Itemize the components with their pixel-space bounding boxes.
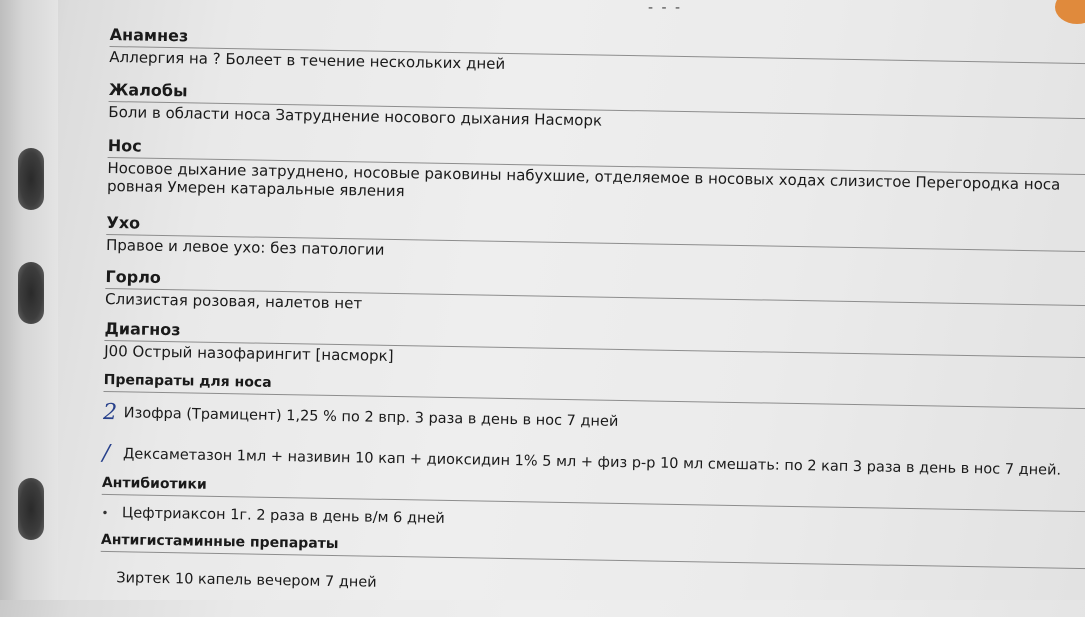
section-nos xyxy=(107,136,1085,212)
section-title: Препараты для носа xyxy=(103,371,272,391)
section-diagnoz xyxy=(104,319,1085,377)
prescription-izofra xyxy=(102,399,619,432)
section-title: Ухо xyxy=(106,212,141,233)
prescription-zirtek xyxy=(116,568,377,593)
prescription-text: Зиртек 10 капель вечером 7 дней xyxy=(116,570,377,591)
prescription-text: Цефтриаксон 1г. 2 раза в день в/м 6 дней xyxy=(121,505,445,527)
section-preparaty-nos xyxy=(104,370,1085,409)
section-text: Правое и левое ухо: без патологии xyxy=(105,235,385,259)
section-antigistaminnye xyxy=(101,530,1085,569)
prescription-text: Дексаметазон 1мл + називин 10 кап + диоксидин 1% 5 мл + физ р-р 10 мл смешать: по 2 кап 3 раза в день в нос 7 дней. xyxy=(122,446,1062,479)
section-title: Антигистаминные препараты xyxy=(100,531,339,553)
section-text: Аллергия на ? Болеет в течение нескольких дней xyxy=(109,47,506,73)
section-text: Носовое дыхание затруднено, носовые раковины набухшие, отделяемое в носовых ходах слизистое Перегородка носа ровная Умерен катаральные явления xyxy=(106,158,1061,201)
handwritten-mark: / xyxy=(102,440,111,467)
section-text: J00 Острый назофарингит [насморк] xyxy=(104,341,394,365)
section-gorlo xyxy=(105,267,1085,325)
prescription-text: Изофра (Трамицент) 1,25 % по 2 впр. 3 раза в день в нос 7 дней xyxy=(123,405,619,430)
section-title: Анамнез xyxy=(109,24,189,46)
top-marker: - - - xyxy=(648,0,683,16)
section-title: Нос xyxy=(107,135,142,156)
section-ukho xyxy=(106,213,1085,271)
section-text: Слизистая розовая, налетов нет xyxy=(104,289,363,313)
section-text: Боли в области носа Затруднение носового дыхания Насморк xyxy=(108,102,603,130)
bullet-mark: • xyxy=(101,505,109,521)
section-title: Антибиотики xyxy=(101,474,207,493)
section-title: Жалобы xyxy=(108,79,188,101)
handwritten-mark: 2 xyxy=(102,399,118,426)
section-anamnez xyxy=(109,25,1085,83)
section-title: Диагноз xyxy=(104,318,181,340)
section-zhaloby xyxy=(108,80,1085,138)
prescription-ceftriakson xyxy=(101,503,445,529)
section-title: Горло xyxy=(105,266,162,287)
